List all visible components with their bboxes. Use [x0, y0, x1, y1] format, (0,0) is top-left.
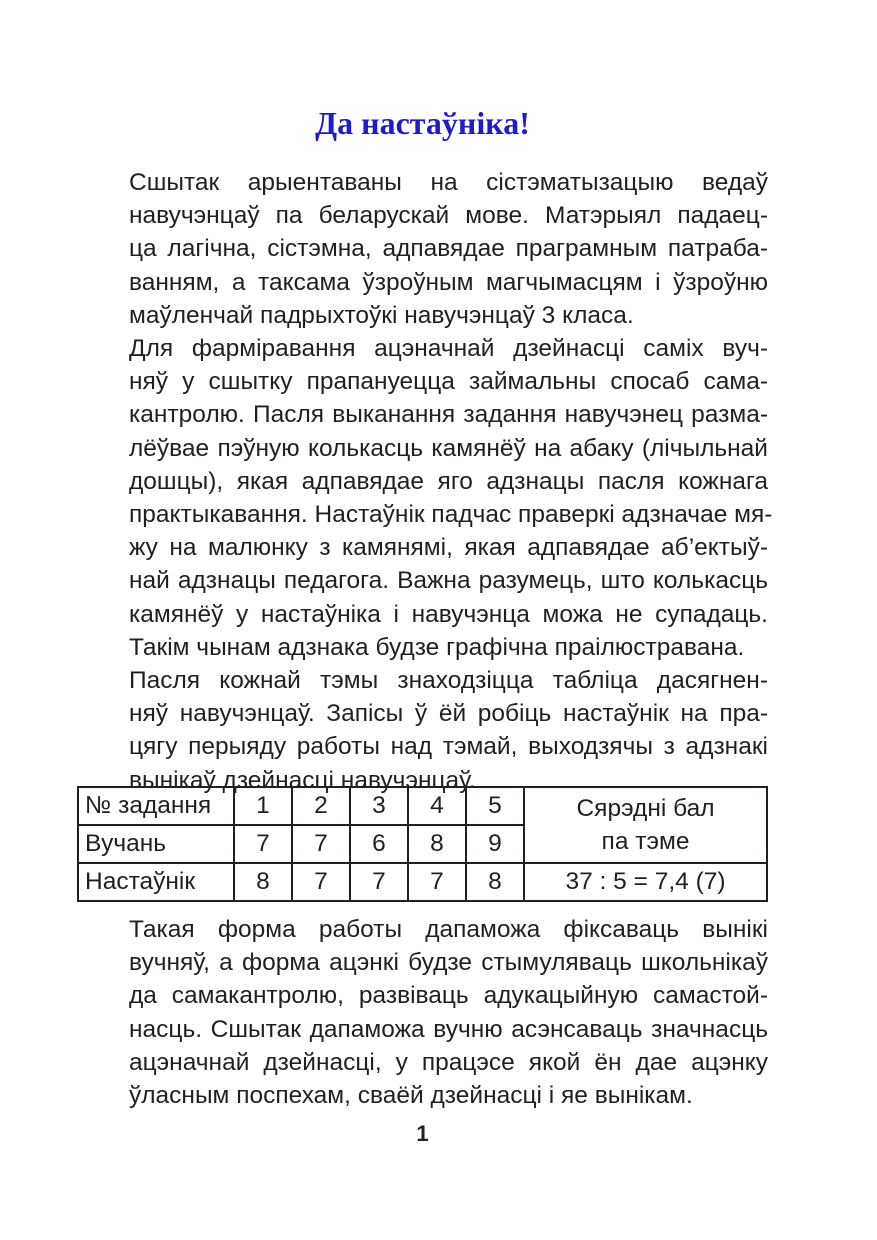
text-line: лёўвае пэўную колькасць камянёў на абаку (лічыльнай	[129, 434, 768, 462]
text-line: маўленчай падрыхтоўкі навучэнцаў 3 класа.	[129, 301, 634, 329]
text-line: вынікаў дзейнасці навучэнцаў.	[129, 766, 476, 794]
teacher-score-cell: 8	[466, 863, 524, 901]
table-row-teacher	[78, 863, 767, 901]
teacher-label: Настаўнік	[78, 863, 234, 901]
text-line: ўласным поспехам, сваёй дзейнасці і яе вынікам.	[129, 1082, 693, 1110]
paragraph-2	[77, 332, 773, 664]
text-line: Такім чынам адзнака будзе графічна праілюстравана.	[129, 633, 745, 661]
text-line: най адзнацы педагога. Важна разумець, што колькасць	[129, 567, 768, 595]
average-score-header-line: Сярэдні бал	[576, 795, 715, 822]
text-line: няў у сшытку прапануецца займальны спосаб сама-	[129, 368, 768, 396]
text-line: Для фарміравання ацэначнай дзейнасці саміх вуч-	[129, 335, 768, 363]
text-line: ацэначнай дзейнасці, у працэсе якой ён дае ацэнку	[129, 1048, 768, 1076]
student-score-cell: 8	[408, 825, 466, 863]
text-line: да самакантролю, развіваць адукацыйную самастой-	[129, 982, 768, 1010]
text-line: цягу перыяду работы над тэмай, выходзячы з адзнакі	[129, 733, 768, 761]
paragraph-4	[77, 913, 768, 1112]
text-line: кантролю. Пасля выканання задання навучэнец разма-	[129, 401, 768, 429]
student-score-cell: 7	[234, 825, 292, 863]
student-score-cell: 6	[350, 825, 408, 863]
table-header-row	[78, 787, 767, 825]
student-score-cell: 9	[466, 825, 524, 863]
intro-text	[77, 166, 773, 797]
text-line: насць. Сшытак дапаможа вучню асэнсаваць значнасць	[129, 1015, 768, 1043]
task-number-cell: 4	[408, 787, 466, 825]
text-line: Такая форма работы дапаможа фіксаваць вынікі	[129, 916, 768, 943]
task-number-cell: 1	[234, 787, 292, 825]
paragraph-3	[77, 664, 768, 797]
teacher-score-cell: 8	[234, 863, 292, 901]
teacher-score-cell: 7	[350, 863, 408, 901]
text-line: Пасля кожнай тэмы знаходзіцца табліца дасягнен-	[129, 667, 768, 695]
teacher-average-cell: 37 : 5 = 7,4 (7)	[524, 863, 767, 901]
page-title: Да настаўніка!	[315, 105, 530, 141]
teacher-score-cell: 7	[408, 863, 466, 901]
text-line: ца лагічна, сістэмна, адпавядае праграмным патраба-	[129, 235, 768, 263]
text-line: вучняў, а форма ацэнкі будзе стымуляваць школьнікаў	[129, 949, 768, 977]
task-number-cell: 2	[292, 787, 350, 825]
text-line: няў навучэнцаў. Запісы ў ёй робіць настаўнік на пра-	[129, 700, 768, 728]
page-number: 1	[416, 1121, 429, 1146]
paragraph-1	[77, 166, 768, 332]
task-number-cell: 3	[350, 787, 408, 825]
text-line: практыкавання. Настаўнік падчас праверкі адзначае мя-	[129, 501, 773, 529]
task-number-header: № задання	[78, 787, 234, 825]
closing-text	[77, 913, 768, 1112]
text-line: камянёў у настаўніка і навучэнца можа не супадаць.	[129, 600, 768, 628]
average-score-header-line: па тэме	[601, 828, 690, 855]
text-line: ванням, а таксама ўзроўным магчымасцям і ўзроўню	[129, 268, 768, 296]
text-line: дошцы), якая адпавядае яго адзнацы пасля кожнага	[129, 467, 768, 495]
text-line: навучэнцаў па беларускай мове. Матэрыял падаец-	[129, 202, 768, 230]
text-line: жу на малюнку з камянямі, якая адпавядае аб’ектыў-	[129, 534, 768, 562]
task-number-cell: 5	[466, 787, 524, 825]
student-score-cell: 7	[292, 825, 350, 863]
average-score-header	[524, 787, 767, 863]
student-label: Вучань	[78, 825, 234, 863]
achievement-table	[77, 786, 768, 902]
teacher-score-cell: 7	[292, 863, 350, 901]
text-line: Сшытак арыентаваны на сістэматызацыю ведаў	[129, 169, 768, 196]
